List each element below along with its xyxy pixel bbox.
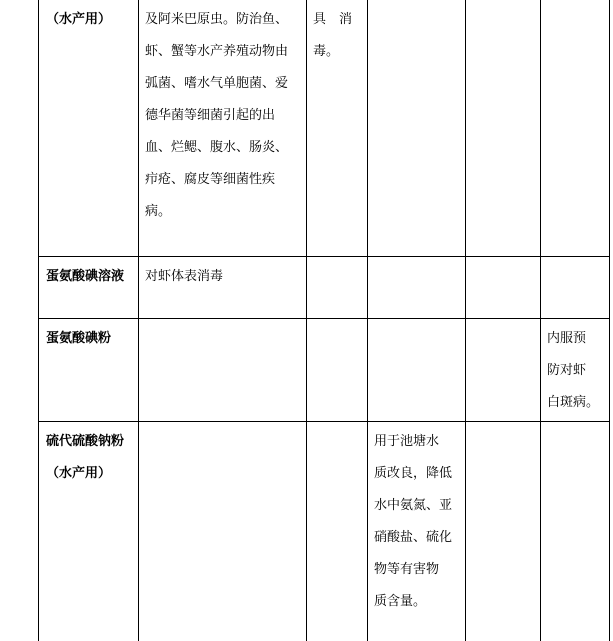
indication-line: 德华菌等细菌引起的出 <box>145 108 276 123</box>
drug-name-line: （水产用） <box>46 465 112 481</box>
empty-cell <box>541 0 610 256</box>
empty-cell <box>368 0 466 256</box>
indication-line: 疖疮、腐皮等细菌性疾 <box>145 172 276 187</box>
empty-cell <box>307 256 368 318</box>
usage-line: 具 消 <box>313 12 353 27</box>
indication-line: 及阿米巴原虫。防治鱼、 <box>145 12 289 27</box>
empty-cell <box>466 0 541 256</box>
table-row <box>39 318 610 421</box>
function-line: 物等有害物 <box>374 561 440 577</box>
drug-table <box>38 0 610 641</box>
function-line: 质含量。 <box>374 593 427 609</box>
function-line: 质改良，降低 <box>374 465 453 481</box>
drug-name-line: 硫代硫酸钠粉 <box>46 433 125 449</box>
note-line: 白斑病。 <box>547 394 600 410</box>
drug-name-cell <box>39 421 139 641</box>
empty-cell <box>139 318 307 421</box>
empty-cell <box>466 318 541 421</box>
empty-cell <box>541 421 610 641</box>
empty-cell <box>466 421 541 641</box>
drug-name-line: 蛋氨酸碘溶液 <box>46 268 125 284</box>
indication-cell <box>139 256 307 318</box>
empty-cell <box>541 256 610 318</box>
usage-cell <box>307 0 368 256</box>
indication-line: 虾、蟹等水产养殖动物由 <box>145 44 289 59</box>
empty-cell <box>466 256 541 318</box>
table-row <box>39 421 610 641</box>
function-line: 用于池塘水 <box>374 433 440 449</box>
usage-line: 毒。 <box>313 44 340 59</box>
drug-name-line: （水产用） <box>46 12 112 27</box>
empty-cell <box>307 318 368 421</box>
drug-name-line: 蛋氨酸碘粉 <box>46 330 112 346</box>
function-cell <box>368 421 466 641</box>
indication-cell <box>139 0 307 256</box>
table-row <box>39 0 610 256</box>
empty-cell <box>368 318 466 421</box>
empty-cell <box>139 421 307 641</box>
drug-name-cell <box>39 0 139 256</box>
empty-cell <box>307 421 368 641</box>
drug-name-cell <box>39 318 139 421</box>
indication-line: 弧菌、嗜水气单胞菌、爱 <box>145 76 289 91</box>
note-line: 内服预 <box>547 330 587 346</box>
function-line: 硝酸盐、硫化 <box>374 529 453 545</box>
empty-cell <box>368 256 466 318</box>
note-cell <box>541 318 610 421</box>
drug-name-cell <box>39 256 139 318</box>
function-line: 水中氨氮、亚 <box>374 497 453 513</box>
indication-line: 病。 <box>145 204 172 219</box>
indication-line: 血、烂鳃、腹水、肠炎、 <box>145 140 289 155</box>
table-row <box>39 256 610 318</box>
note-line: 防对虾 <box>547 362 587 378</box>
indication-line: 对虾体表消毒 <box>145 268 224 284</box>
